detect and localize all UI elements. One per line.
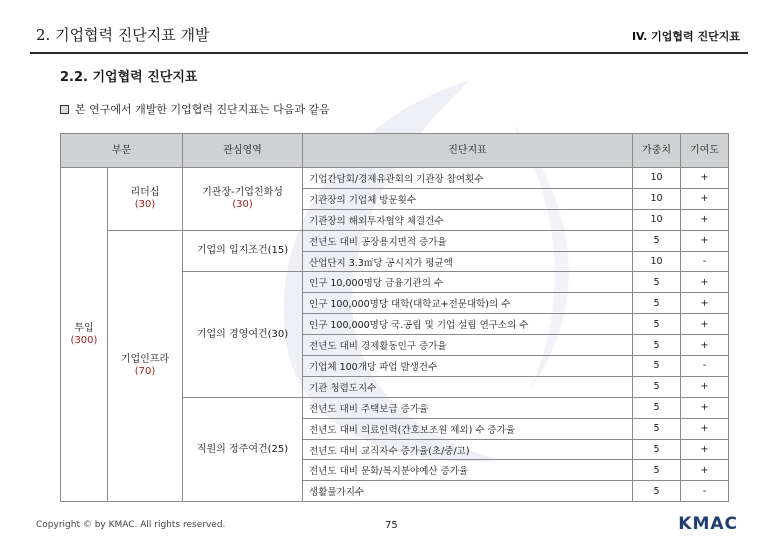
contribution-cell: + xyxy=(681,188,729,209)
group-label: 리더십 xyxy=(130,186,160,198)
indicator-cell: 인구 10,000명당 금융기관의 수 xyxy=(303,272,633,293)
contribution-cell: + xyxy=(681,439,729,460)
indicator-cell: 기관 청렴도지수 xyxy=(303,376,633,397)
intro-text: 본 연구에서 개발한 기업협력 진단지표는 다음과 같음 xyxy=(75,103,330,116)
weight-cell: 10 xyxy=(633,209,681,230)
weight-cell: 10 xyxy=(633,188,681,209)
contribution-cell: + xyxy=(681,397,729,418)
weight-cell: 5 xyxy=(633,376,681,397)
area-cell-management: 기업의 경영여건(30) xyxy=(183,272,303,397)
contribution-cell: + xyxy=(681,293,729,314)
indicator-cell: 전년도 대비 문화/복지분야예산 증가율 xyxy=(303,460,633,481)
indicator-cell: 인구 100,000명당 국.공립 및 기업 설립 연구소의 수 xyxy=(303,314,633,335)
weight-cell: 5 xyxy=(633,397,681,418)
area-cell-residence: 직원의 정주여건(25) xyxy=(183,397,303,501)
weight-cell: 10 xyxy=(633,251,681,272)
bullet-square-icon xyxy=(60,105,69,114)
weight-cell: 5 xyxy=(633,481,681,502)
table-row xyxy=(61,230,729,251)
weight-cell: 10 xyxy=(633,168,681,189)
header-rule xyxy=(30,52,748,54)
group-cell-leadership xyxy=(108,168,183,231)
contribution-cell: - xyxy=(681,251,729,272)
header-sector: 부문 xyxy=(61,134,183,168)
contribution-cell: + xyxy=(681,230,729,251)
weight-cell: 5 xyxy=(633,293,681,314)
page-number: 75 xyxy=(385,520,398,531)
weight-cell: 5 xyxy=(633,230,681,251)
contribution-cell: + xyxy=(681,272,729,293)
group-weight: (70) xyxy=(134,365,156,377)
indicator-cell: 인구 100,000명당 대학(대학교+전문대학)의 수 xyxy=(303,293,633,314)
area-label: 기관장-기업친화성 xyxy=(202,186,283,198)
contribution-cell: + xyxy=(681,460,729,481)
chapter-label: IV. 기업협력 진단지표 xyxy=(631,30,740,43)
contribution-cell: + xyxy=(681,314,729,335)
contribution-cell: + xyxy=(681,335,729,356)
header-indicator: 진단지표 xyxy=(303,134,633,168)
indicator-table xyxy=(60,133,729,502)
weight-cell: 5 xyxy=(633,314,681,335)
subtitle: 2.2. 기업협력 진단지표 xyxy=(60,70,198,85)
group-weight: (30) xyxy=(134,198,156,210)
intro-bullet xyxy=(60,101,330,117)
indicator-cell: 전년도 대비 경제활동인구 증가율 xyxy=(303,335,633,356)
weight-cell: 5 xyxy=(633,272,681,293)
contribution-cell: - xyxy=(681,481,729,502)
weight-cell: 5 xyxy=(633,460,681,481)
table-header-row xyxy=(61,134,729,168)
sector-cell xyxy=(61,168,108,502)
contribution-cell: + xyxy=(681,418,729,439)
indicator-cell: 전년도 대비 주택보급 증가율 xyxy=(303,397,633,418)
indicator-cell: 전년도 대비 교직자수 증가율(초/중/고) xyxy=(303,439,633,460)
indicator-cell: 산업단지 3.3㎡당 공시지가 평균액 xyxy=(303,251,633,272)
section-title: 2. 기업협력 진단지표 개발 xyxy=(36,26,210,44)
contribution-cell: - xyxy=(681,356,729,377)
indicator-cell: 기관장의 해외투자협약 체결건수 xyxy=(303,209,633,230)
weight-cell: 5 xyxy=(633,335,681,356)
indicator-cell: 기업간담회/경제유관회의 기관장 참여횟수 xyxy=(303,168,633,189)
indicator-cell: 기관장의 기업체 방문횟수 xyxy=(303,188,633,209)
area-cell-ceo xyxy=(183,168,303,231)
copyright-notice: Copyright © by KMAC. All rights reserved. xyxy=(36,520,226,530)
indicator-cell: 생활물가지수 xyxy=(303,481,633,502)
sector-weight: (300) xyxy=(70,334,98,346)
indicator-cell: 기업체 100개당 파업 발생건수 xyxy=(303,356,633,377)
kmac-logo: KMAC xyxy=(678,514,738,534)
header-weight: 가중치 xyxy=(633,134,681,168)
contribution-cell: + xyxy=(681,209,729,230)
weight-cell: 5 xyxy=(633,418,681,439)
indicator-cell: 전년도 대비 의료인력(간호보조원 제외) 수 증가율 xyxy=(303,418,633,439)
area-weight: (30) xyxy=(232,198,253,210)
area-cell-location: 기업의 입지조건(15) xyxy=(183,230,303,272)
contribution-cell: + xyxy=(681,376,729,397)
indicator-cell: 전년도 대비 공장용지면적 증가율 xyxy=(303,230,633,251)
header-contribution: 기여도 xyxy=(681,134,729,168)
weight-cell: 5 xyxy=(633,356,681,377)
contribution-cell: + xyxy=(681,168,729,189)
weight-cell: 5 xyxy=(633,439,681,460)
group-cell-infra xyxy=(108,230,183,502)
table-row xyxy=(61,168,729,189)
header-area: 관심영역 xyxy=(183,134,303,168)
group-label: 기업인프라 xyxy=(120,353,170,365)
sector-label: 투입 xyxy=(74,322,94,334)
